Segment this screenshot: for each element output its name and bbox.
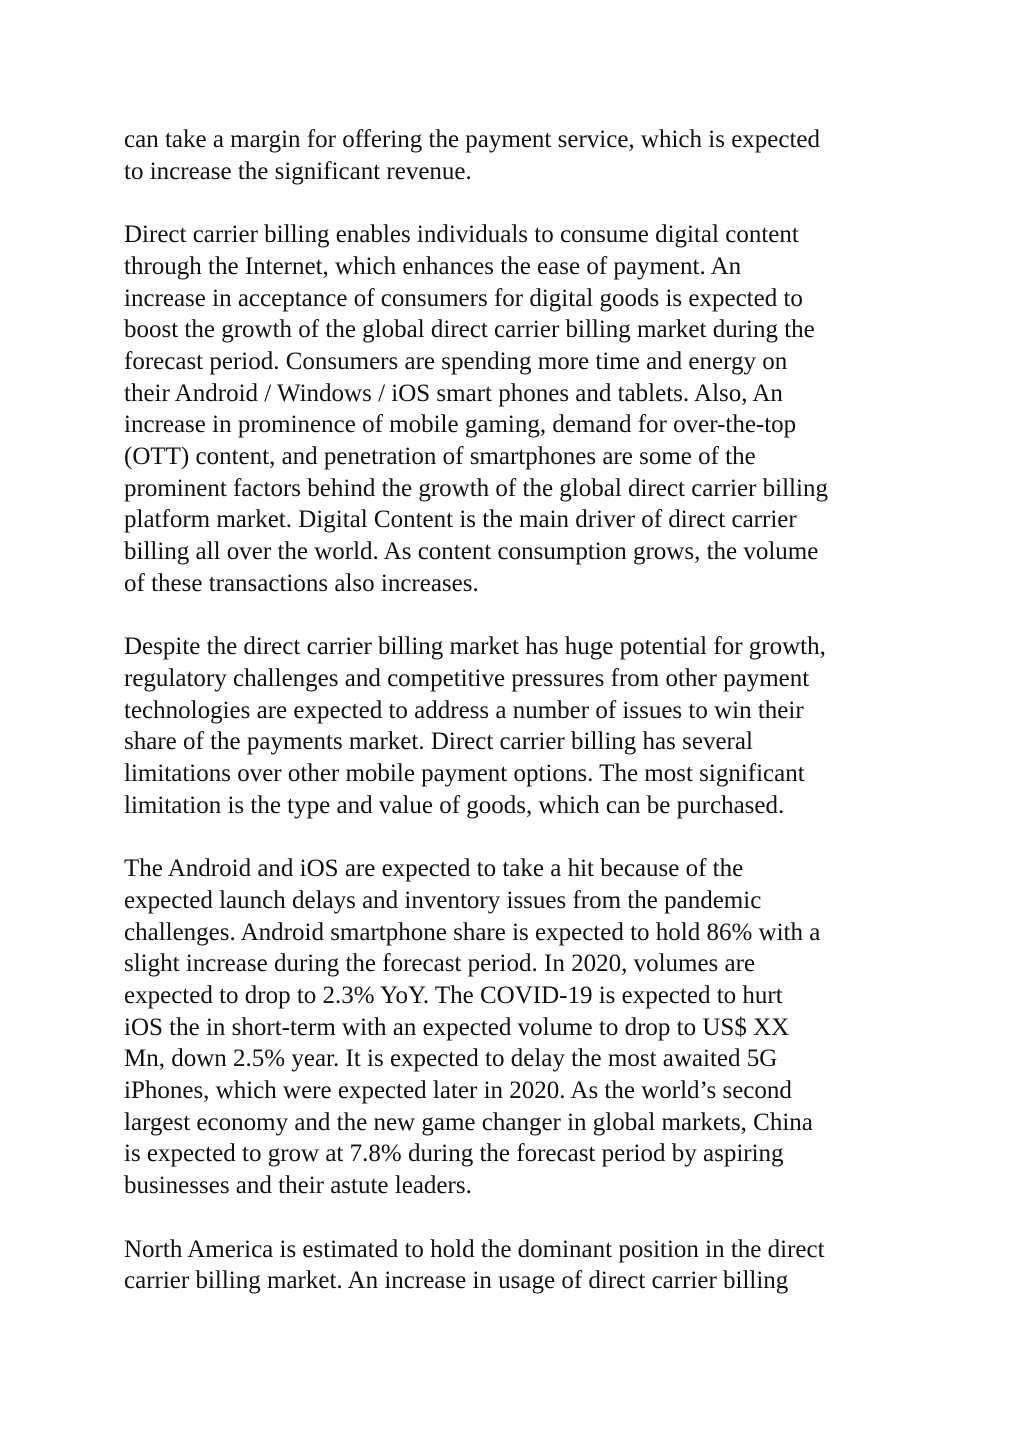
text-line: boost the growth of the global direct carrier billing market during the: [124, 316, 815, 344]
text-line: carrier billing market. An increase in usage of direct carrier billing: [124, 1267, 789, 1295]
text-line: is expected to grow at 7.8% during the forecast period by aspiring: [124, 1140, 784, 1168]
text-line: technologies are expected to address a number of issues to win their: [124, 696, 804, 724]
text-line: businesses and their astute leaders.: [124, 1172, 472, 1200]
text-line: slight increase during the forecast period. In 2020, volumes are: [124, 950, 756, 978]
text-line: iOS the in short-term with an expected volume to drop to US$ XX: [124, 1013, 790, 1041]
paragraph-payment-margin: [124, 124, 914, 187]
text-line: Direct carrier billing enables individuals to consume digital content: [124, 221, 799, 249]
text-line: (OTT) content, and penetration of smartphones are some of the: [124, 443, 756, 471]
text-line: limitation is the type and value of goods, which can be purchased.: [124, 791, 785, 819]
text-line: expected launch delays and inventory issues from the pandemic: [124, 886, 762, 914]
text-line: billing all over the world. As content consumption grows, the volume: [124, 538, 819, 566]
document-body: [124, 124, 914, 1329]
text-line: Despite the direct carrier billing market has huge potential for growth,: [124, 633, 826, 661]
paragraph-android-ios: [124, 853, 914, 1202]
text-line: largest economy and the new game changer in global markets, China: [124, 1108, 813, 1136]
text-line: to increase the significant revenue.: [124, 157, 472, 185]
text-line: Mn, down 2.5% year. It is expected to delay the most awaited 5G: [124, 1045, 778, 1073]
paragraph-digital-content: [124, 219, 914, 599]
text-line: their Android / Windows / iOS smart phones and tablets. Also, An: [124, 379, 783, 407]
text-line: North America is estimated to hold the dominant position in the direct: [124, 1235, 825, 1263]
text-line: The Android and iOS are expected to take a hit because of the: [124, 855, 744, 883]
paragraph-north-america: [124, 1234, 914, 1297]
text-line: forecast period. Consumers are spending more time and energy on: [124, 347, 788, 375]
text-line: can take a margin for offering the payment service, which is expected: [124, 126, 821, 153]
text-line: regulatory challenges and competitive pressures from other payment: [124, 664, 810, 692]
text-line: share of the payments market. Direct carrier billing has several: [124, 728, 753, 756]
text-line: limitations over other mobile payment options. The most significant: [124, 760, 805, 788]
text-line: iPhones, which were expected later in 2020. As the world’s second: [124, 1077, 792, 1105]
text-line: platform market. Digital Content is the main driver of direct carrier: [124, 506, 797, 534]
text-line: increase in acceptance of consumers for digital goods is expected to: [124, 284, 803, 312]
text-line: prominent factors behind the growth of the global direct carrier billing: [124, 474, 828, 502]
text-line: increase in prominence of mobile gaming, demand for over-the-top: [124, 411, 797, 439]
text-line: challenges. Android smartphone share is expected to hold 86% with a: [124, 918, 821, 946]
text-line: through the Internet, which enhances the ease of payment. An: [124, 252, 742, 280]
text-line: expected to drop to 2.3% YoY. The COVID-19 is expected to hurt: [124, 981, 783, 1009]
text-line: of these transactions also increases.: [124, 569, 479, 597]
paragraph-market-challenges: [124, 631, 914, 821]
